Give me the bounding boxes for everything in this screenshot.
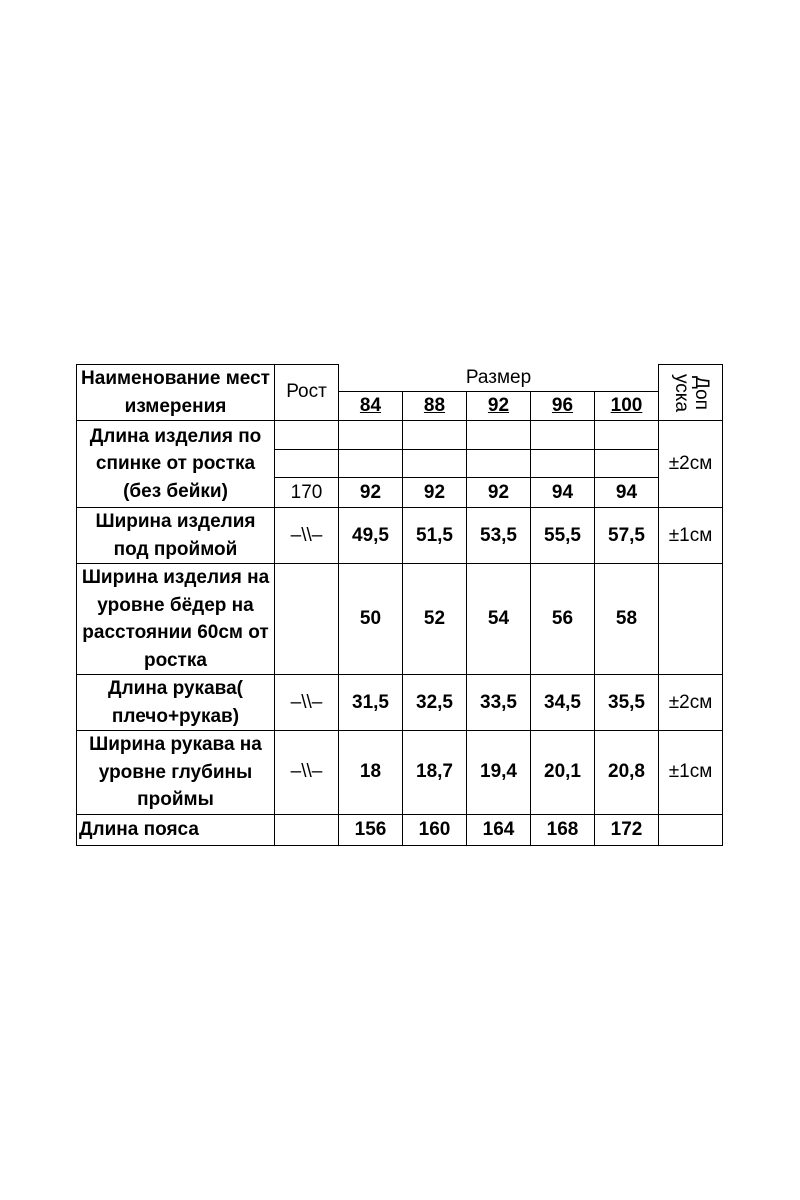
- row-value: 92: [339, 478, 403, 508]
- empty-cell: [467, 450, 531, 478]
- row-name-3: Ширина изделия на уровне бёдер на расстоянии 60см от ростка: [77, 564, 275, 675]
- row-value: 92: [403, 478, 467, 508]
- header-name-cell: Наименование мест измерения: [77, 365, 275, 421]
- size-92: 92: [467, 392, 531, 421]
- row-tolerance-4: ±2см: [659, 675, 723, 731]
- row-value: 94: [531, 478, 595, 508]
- measurement-table: [76, 364, 723, 846]
- row-name-4: Длина рукава( плечо+рукав): [77, 675, 275, 731]
- size-84: 84: [339, 392, 403, 421]
- empty-cell: [339, 421, 403, 450]
- row-rost-1: 170: [275, 478, 339, 508]
- row-value: 20,1: [531, 731, 595, 815]
- empty-cell: [275, 450, 339, 478]
- size-88: 88: [403, 392, 467, 421]
- size-100: 100: [595, 392, 659, 421]
- empty-cell: [531, 450, 595, 478]
- empty-cell: [339, 450, 403, 478]
- row-value: 35,5: [595, 675, 659, 731]
- row-rost-6: [275, 814, 339, 845]
- row-value: 156: [339, 814, 403, 845]
- row-value: 49,5: [339, 508, 403, 564]
- row-value: 56: [531, 564, 595, 675]
- tolerance-label-line-1: Доп: [690, 375, 712, 410]
- row-value: 57,5: [595, 508, 659, 564]
- size-chart: [76, 364, 723, 846]
- row-value: 20,8: [595, 731, 659, 815]
- row-tolerance-5: ±1см: [659, 731, 723, 815]
- tolerance-label: [671, 373, 711, 411]
- row-rost-3: [275, 564, 339, 675]
- row-value: 160: [403, 814, 467, 845]
- row-value: 55,5: [531, 508, 595, 564]
- row-rost-4: –\\–: [275, 675, 339, 731]
- row-tolerance-1: ±2см: [659, 421, 723, 508]
- row-value: 53,5: [467, 508, 531, 564]
- row-value: 54: [467, 564, 531, 675]
- size-96: 96: [531, 392, 595, 421]
- row-value: 33,5: [467, 675, 531, 731]
- row-value: 52: [403, 564, 467, 675]
- row-value: 32,5: [403, 675, 467, 731]
- row-value: 164: [467, 814, 531, 845]
- row-value: 34,5: [531, 675, 595, 731]
- row-value: 58: [595, 564, 659, 675]
- row-tolerance-6: [659, 814, 723, 845]
- row-value: 92: [467, 478, 531, 508]
- empty-cell: [531, 421, 595, 450]
- header-size-cell: Размер: [339, 365, 659, 392]
- row-rost-2: –\\–: [275, 508, 339, 564]
- row-value: 31,5: [339, 675, 403, 731]
- row-name-5: Ширина рукава на уровне глубины проймы: [77, 731, 275, 815]
- row-tolerance-3: [659, 564, 723, 675]
- row-value: 94: [595, 478, 659, 508]
- empty-cell: [403, 421, 467, 450]
- row-value: 172: [595, 814, 659, 845]
- row-name-1: Длина изделия по спинке от ростка (без бейки): [77, 421, 275, 508]
- row-value: 19,4: [467, 731, 531, 815]
- row-value: 18: [339, 731, 403, 815]
- row-tolerance-2: ±1см: [659, 508, 723, 564]
- row-value: 51,5: [403, 508, 467, 564]
- row-name-6: Длина пояса: [77, 814, 275, 845]
- empty-cell: [275, 421, 339, 450]
- row-value: 50: [339, 564, 403, 675]
- tolerance-label-line-2: уска: [670, 373, 692, 412]
- row-value: 168: [531, 814, 595, 845]
- empty-cell: [403, 450, 467, 478]
- empty-cell: [467, 421, 531, 450]
- empty-cell: [595, 421, 659, 450]
- row-value: 18,7: [403, 731, 467, 815]
- row-name-2: Ширина изделия под проймой: [77, 508, 275, 564]
- header-tolerance-cell: [659, 365, 723, 421]
- empty-cell: [595, 450, 659, 478]
- header-rost-cell: Рост: [275, 365, 339, 421]
- row-rost-5: –\\–: [275, 731, 339, 815]
